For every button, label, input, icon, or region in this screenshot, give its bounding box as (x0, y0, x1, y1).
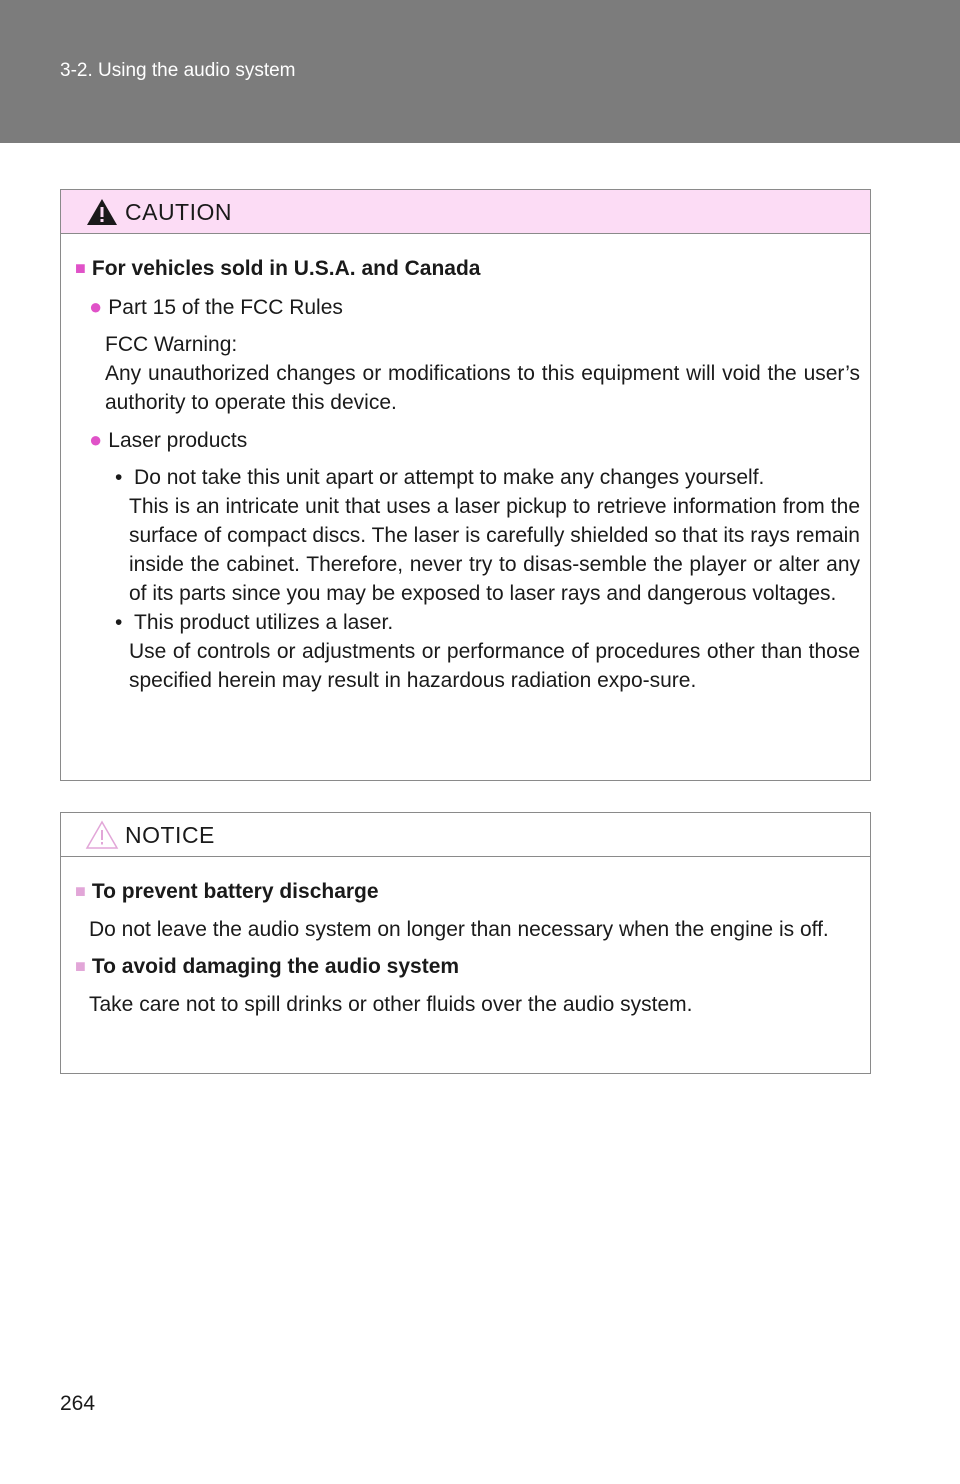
laser-bullet-1-detail: This is an intricate unit that uses a laser pickup to retrieve information from the surface of compact discs. The laser is carefully shielded so that its rays remain inside the cabinet. Therefore, never try to disas-semble the player or alter any of its parts since you may be exposed to laser rays and dangerous voltages. (129, 495, 860, 605)
caution-body (61, 234, 870, 695)
fcc-warning (75, 330, 860, 417)
circle-bullet-icon: ● (89, 294, 103, 319)
caution-title: CAUTION (125, 199, 232, 225)
notice-box (60, 812, 871, 1074)
fcc-text: Any unauthorized changes or modifications to this equipment will void the user’s authority to operate this device. (105, 362, 860, 414)
page-number: 264 (60, 1392, 96, 1415)
notice-section-2-text: Take care not to spill drinks or other fluids over the audio system. (89, 993, 693, 1016)
notice-body (61, 857, 870, 1019)
notice-section-1-title: ■ To prevent battery discharge (75, 880, 379, 903)
warning-triangle-outline-icon (85, 820, 119, 850)
caution-header (61, 190, 870, 234)
square-bullet-icon: ■ (75, 881, 86, 901)
caution-item-laser: ● Laser products (89, 427, 248, 452)
laser-bullet-1: • Do not take this unit apart or attempt to make any changes yourself. This is an intricate unit that uses a laser pickup to retrieve information from the surface of compact discs. The laser is carefully shielded so that its rays remain inside the cabinet. Therefore, never try to disas-semble the player or alter any of its parts since you may be exposed to laser rays and dangerous voltages. (75, 463, 860, 608)
laser-bullet-2: • This product utilizes a laser. Use of controls or adjustments or performance of procedures other than those specified herein may result in hazardous radiation expo-sure. (75, 608, 860, 695)
notice-section-2-title: ■ To avoid damaging the audio system (75, 955, 460, 978)
square-bullet-icon: ■ (75, 258, 86, 278)
page-header (0, 0, 960, 143)
square-bullet-icon: ■ (75, 956, 86, 976)
caution-section-title: ■ For vehicles sold in U.S.A. and Canada (75, 257, 481, 280)
notice-header (61, 813, 870, 857)
warning-triangle-icon (85, 197, 119, 227)
circle-bullet-icon: ● (89, 427, 103, 452)
header-title: 3-2. Using the audio system (60, 60, 296, 81)
caution-item-fcc: ● Part 15 of the FCC Rules (89, 294, 343, 319)
caution-box (60, 189, 871, 781)
notice-title: NOTICE (125, 822, 215, 848)
laser-bullet-2-detail: Use of controls or adjustments or performance of procedures other than those specified herein may result in hazardous radiation expo-sure. (129, 640, 860, 692)
fcc-heading: FCC Warning: (105, 333, 238, 356)
notice-section-1-text: Do not leave the audio system on longer than necessary when the engine is off. (89, 918, 829, 941)
